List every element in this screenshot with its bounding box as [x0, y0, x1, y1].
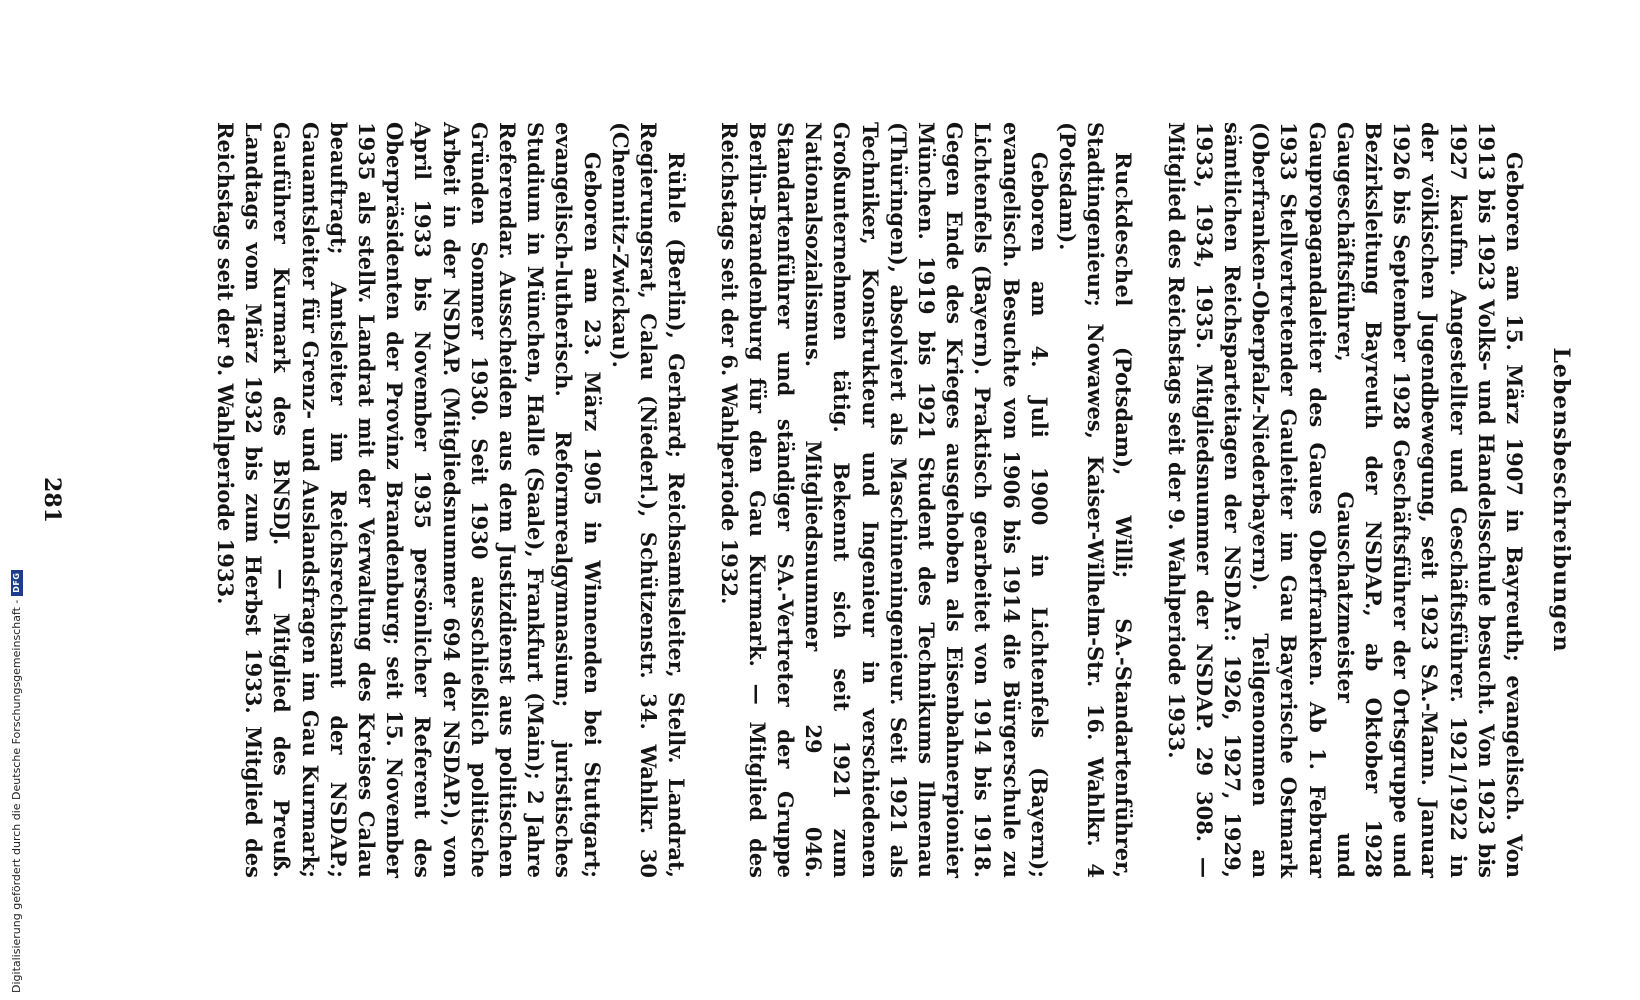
entry-paragraph: Geboren am 4. Juli 1900 in Lichtenfels (Bayern); evangelisch. Besuchte von 1906 bis 1914 die Bürgerschule zu Lichtenfels (Bayern). Praktisch gearbeitet von 1914 bis 1918. Gegen Ende des Krieges ausgehoben als Eisenbahnerpionier München. 1919 bis 1921 Student des Technikums Ilmenau (Thüringen), absolviert als Maschineningenieur. Seit 1921 als Techniker, Konstrukteur und Ingenieur in verschiedenen Großunternehmen tätig. Bekennt sich seit 1921 zum Nationalsozialismus. Mitgliedsnummer 29 046. Standartenführer und ständiger SA.-Vertreter der Gruppe Berlin-Brandenburg für den Gau Kurmark. — Mitglied des Reichstags seit der 6. Wahlperiode 1932.: [716, 122, 1052, 878]
digitization-credit: [0, 0, 23, 1000]
entry-head-details: (Potsdam), Willi; SA.-Standartenführer, Stadtingenieur; Nowawes, Kaiser-Wilhelm-Str. 16. Wahlkr. 4 (Potsdam).: [1054, 122, 1137, 878]
entry-heading: [606, 122, 691, 878]
credit-line: [10, 570, 23, 993]
entry-name: Ruckdeschel: [1111, 152, 1137, 307]
entry-head-details: (Berlin), Gerhard; Reichsamtsleiter, Stellv. Landrat, Regierungsrat, Calau (Niederl.), Schützenstr. 34. Wahlkr. 30 (Chemnitz-Zwickau).: [607, 122, 690, 878]
biography-entry-ruehle: [211, 122, 690, 878]
entry-name: Rühle: [664, 152, 690, 224]
entry-heading: [1053, 122, 1138, 878]
entry-paragraph: Geboren am 23. März 1905 in Winnenden bei Stuttgart; evangelisch-lutherisch. Reformrealgymnasium; juristisches Studium in München, Halle (Saale), Frankfurt (Main); 2 Jahre Referendar. Ausscheiden aus dem Justizdienst aus politischen Gründen Sommer 1930. Seit 1930 ausschließlich politische Arbeit in der NSDAP. (Mitgliedsnummer 694 der NSDAP.), von April 1933 bis November 1935 persönlicher Referent des Oberpräsidenten der Provinz Brandenburg; seit 15. November 1935 als stellv. Landrat mit der Verwaltung des Kreises Calau beauftragt; Amtsleiter im Reichsrechtsamt der NSDAP.; Gauamtsleiter für Grenz- und Auslandsfragen im Gau Kurmark; Gauführer Kurmark des BNSDJ. — Mitglied des Preuß. Landtags vom März 1932 bis zum Herbst 1933. Mitglied des Reichstags seit der 9. Wahlperiode 1933.: [213, 122, 605, 878]
credit-text: Digitalisierung gefördert durch die Deutsche Forschungsgemeinschaft -: [10, 599, 23, 993]
page-body: [211, 122, 1528, 878]
biography-entry-1: [1161, 122, 1528, 878]
entry-paragraph: Geboren am 15. März 1907 in Bayreuth; evangelisch. Von 1913 bis 1923 Volks- und Handelsschule besucht. Von 1923 bis 1927 kaufm. Angestellter und Geschäftsführer. 1921/1922 in der völkischen Jugendbewegung, seit 1923 SA.-Mann. Januar 1926 bis September 1928 Geschäftsführer der Ortsgruppe und Bezirksleitung Bayreuth der NSDAP., ab Oktober 1928 Gaugeschäftsführer, Gauschatzmeister und Gaupropagandaleiter des Gaues Oberfranken. Ab 1. Februar 1933 Stellvertretender Gauleiter im Gau Bayerische Ostmark (Oberfranken-Oberpfalz-Niederbayern). Teilgenommen an sämtlichen Reichsparteitagen der NSDAP.: 1926, 1927, 1929, 1933, 1934, 1935. Mitgliedsnummer der NSDAP. 29 308. — Mitglied des Reichstags seit der 9. Wahlperiode 1933.: [1163, 122, 1527, 878]
page-number: 281: [39, 477, 65, 523]
biography-entry-ruckdeschel: [714, 122, 1137, 878]
page-header: Lebensbeschreibungen: [1548, 347, 1574, 653]
dfg-logo-icon: DFG: [11, 570, 23, 596]
